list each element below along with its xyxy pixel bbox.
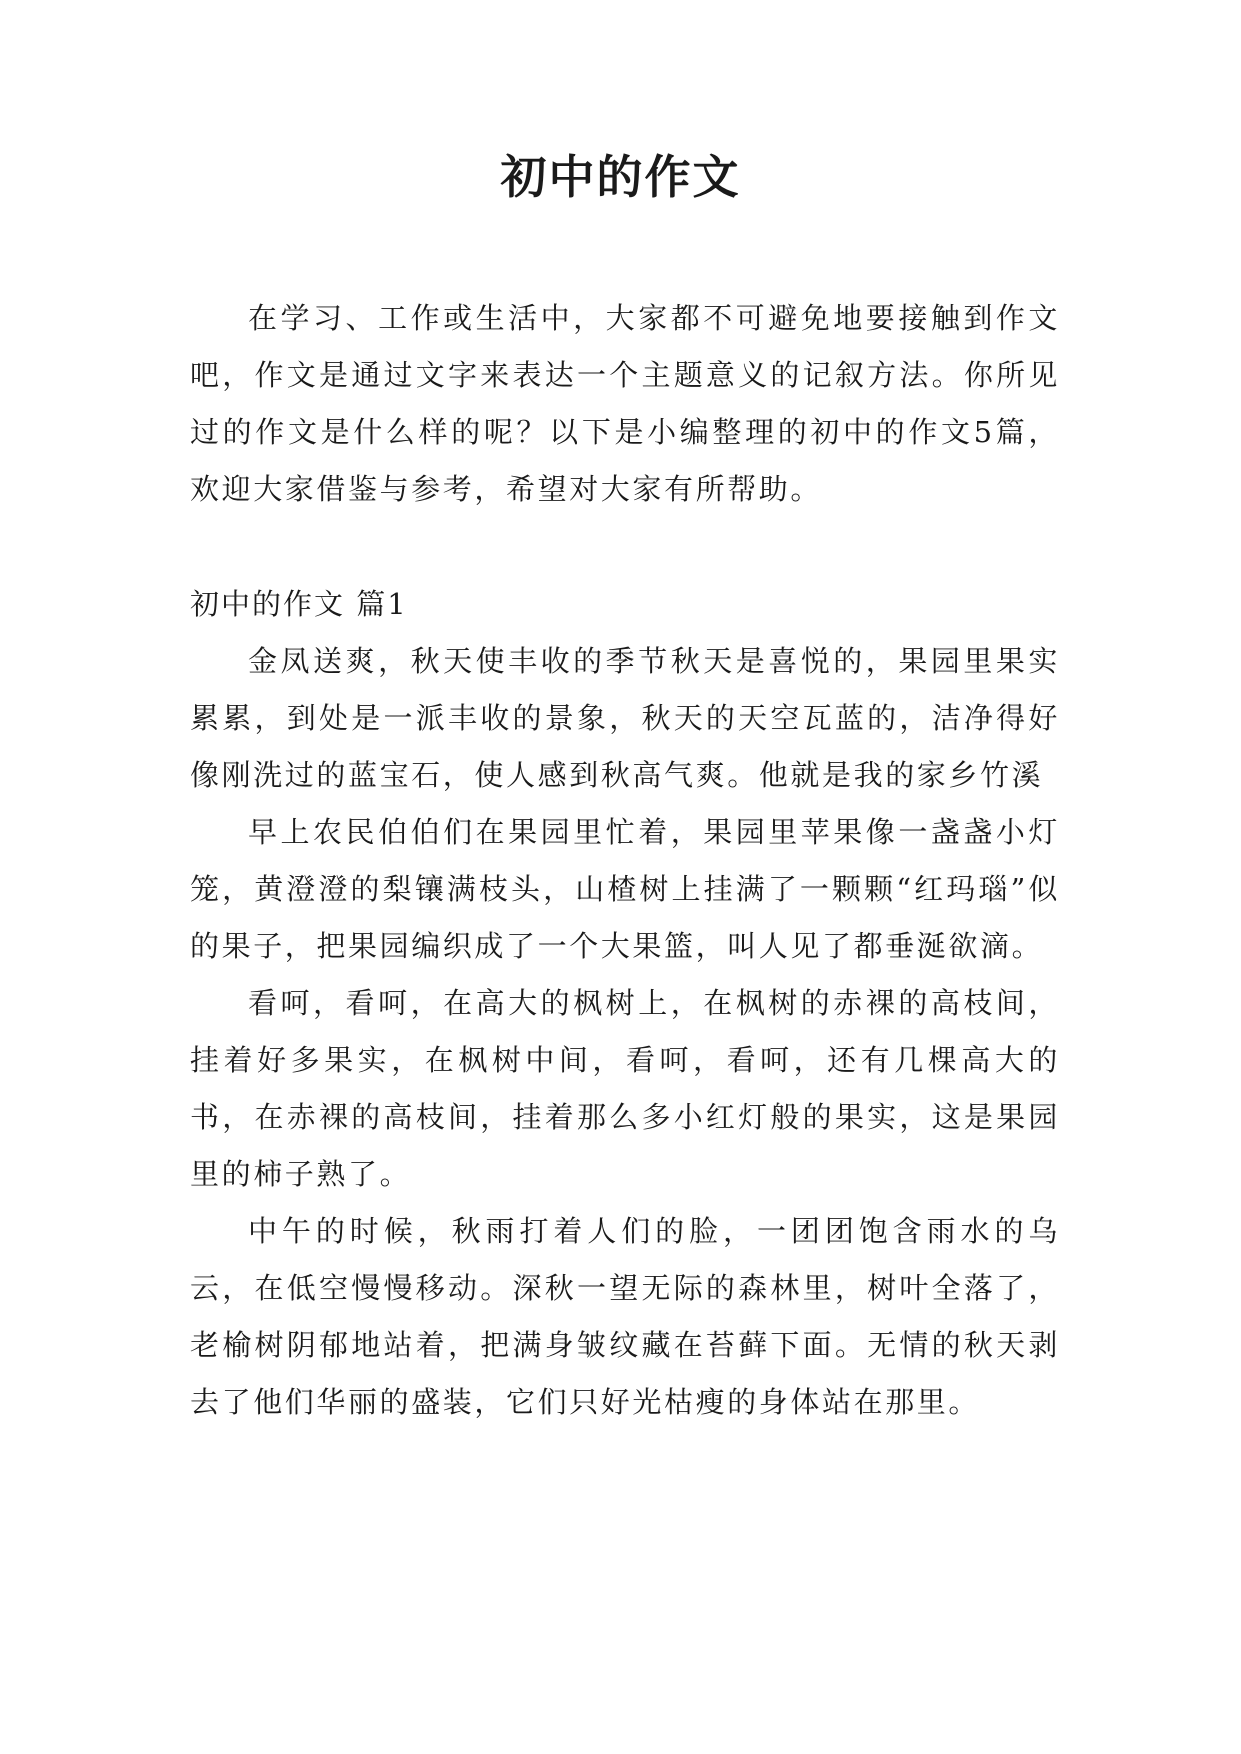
intro-paragraph: 在学习、工作或生活中，大家都不可避免地要接触到作文吧，作文是通过文字来表达一个主题意义的记叙方法。你所见过的作文是什么样的呢？以下是小编整理的初中的作文5篇，欢迎大家借鉴与参考，希望对大家有所帮助。 [190, 301, 1060, 506]
body-paragraph-2: 早上农民伯伯们在果园里忙着，果园里苹果像一盏盏小灯笼，黄澄澄的梨镶满枝头，山楂树上挂满了一颗颗“红玛瑙”似的果子，把果园编织成了一个大果篮，叫人见了都垂涎欲滴。 [190, 815, 1060, 963]
body-paragraph-4: 中午的时候，秋雨打着人们的脸，一团团饱含雨水的乌云，在低空慢慢移动。深秋一望无际的森林里，树叶全落了，老榆树阴郁地站着，把满身皱纹藏在苔藓下面。无情的秋天剥去了他们华丽的盛装，它们只好光枯瘦的身体站在那里。 [190, 1214, 1060, 1419]
body-paragraph-1: 金凤送爽，秋天使丰收的季节秋天是喜悦的，果园里果实累累，到处是一派丰收的景象，秋天的天空瓦蓝的，洁净得好像刚洗过的蓝宝石，使人感到秋高气爽。他就是我的家乡竹溪 [190, 644, 1060, 792]
document-title: 初中的作文 [500, 150, 741, 204]
essay-section-1 [190, 576, 1060, 1431]
section-heading: 初中的作文 篇1 [190, 587, 408, 621]
document-body [190, 290, 1060, 1431]
body-paragraph-3: 看呵，看呵，在高大的枫树上，在枫树的赤裸的高枝间，挂着好多果实，在枫树中间，看呵，看呵，还有几棵高大的书，在赤裸的高枝间，挂着那么多小红灯般的果实，这是果园里的柿子熟了。 [190, 986, 1060, 1191]
